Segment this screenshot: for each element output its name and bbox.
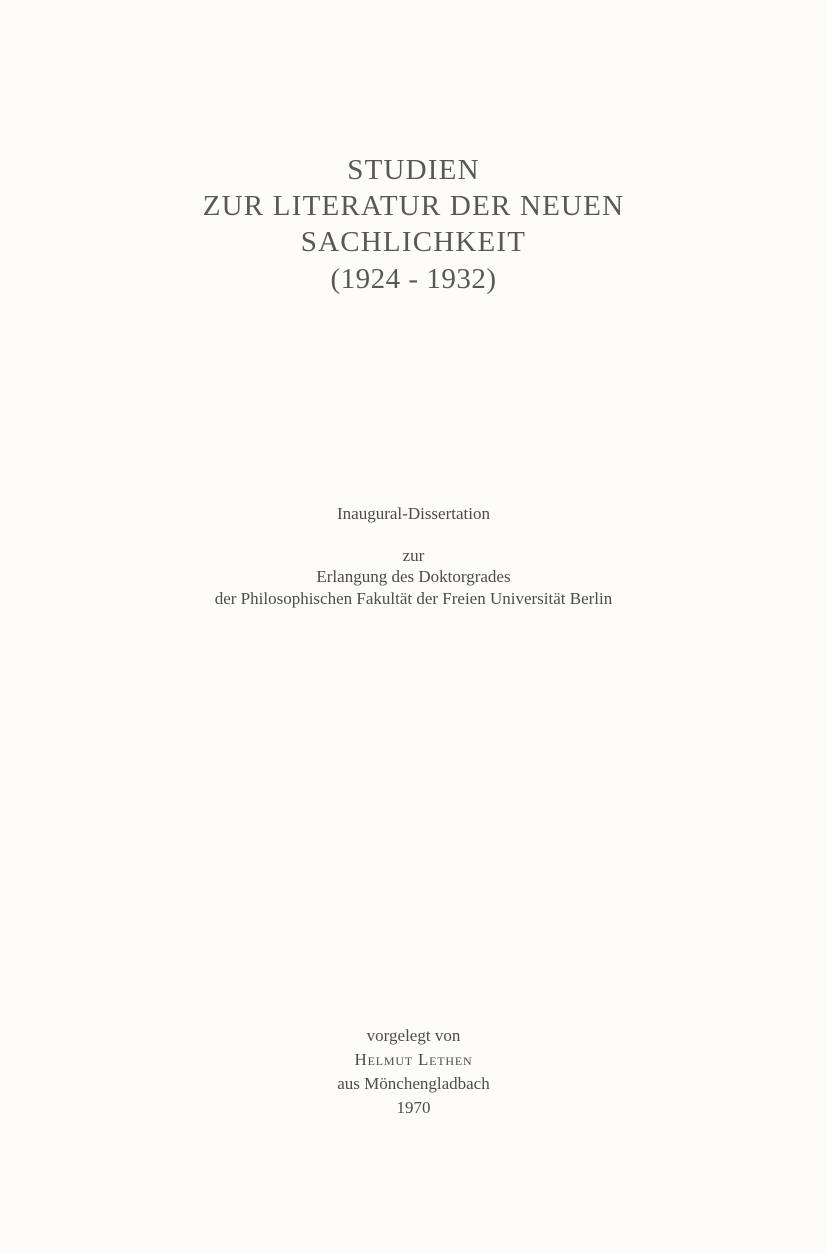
presented-by: vorgelegt von xyxy=(366,1026,461,1045)
title-years: (1924 - 1932) xyxy=(330,263,497,295)
dissertation-block xyxy=(0,503,827,610)
dissertation-purpose-line-2: der Philosophischen Fakultät der Freien Universität Berlin xyxy=(214,589,613,608)
title-block xyxy=(0,152,827,298)
dissertation-purpose-line-1: Erlangung des Doktorgrades xyxy=(316,567,511,586)
title-line-1: STUDIEN xyxy=(347,154,480,186)
dissertation-type: Inaugural-Dissertation xyxy=(337,504,490,523)
title-line-3: SACHLICHKEIT xyxy=(300,226,527,258)
author-origin: aus Mönchengladbach xyxy=(337,1074,490,1093)
author-block xyxy=(0,1024,827,1120)
author-name: Helmut Lethen xyxy=(354,1050,473,1069)
dissertation-zur: zur xyxy=(402,546,425,565)
title-line-2: ZUR LITERATUR DER NEUEN xyxy=(202,190,625,222)
publication-year: 1970 xyxy=(396,1098,431,1117)
